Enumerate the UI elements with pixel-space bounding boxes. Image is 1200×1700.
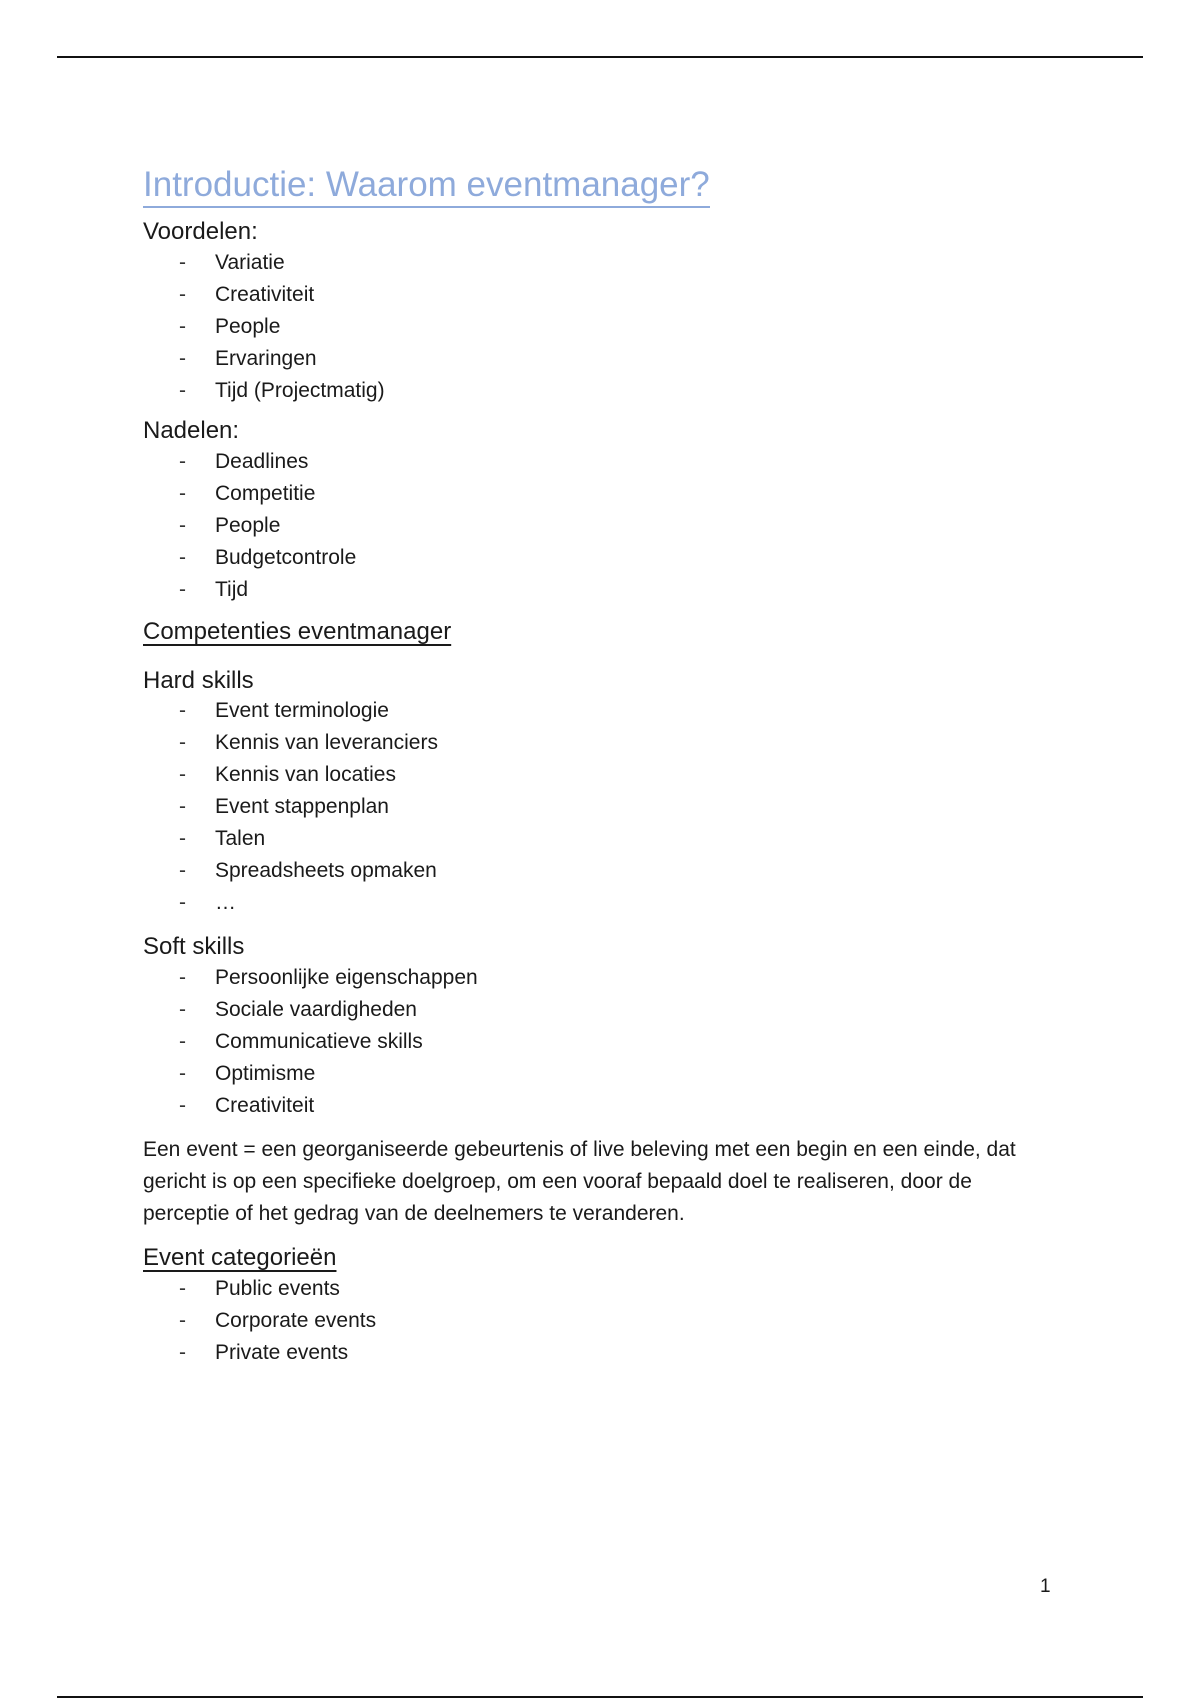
list-item [143, 855, 1063, 887]
hard-skills-list [143, 695, 1063, 919]
list-item [143, 478, 1063, 510]
dash-marker: - [179, 891, 186, 915]
list-item [143, 446, 1063, 478]
list-item-text: Persoonlijke eigenschappen [215, 966, 478, 990]
list-item-text: People [215, 513, 281, 537]
dash-marker: - [179, 283, 186, 307]
voordelen-list [143, 247, 1063, 407]
dash-marker: - [179, 699, 186, 723]
list-item [143, 375, 1063, 407]
dash-marker: - [179, 763, 186, 787]
list-item-text: Event stappenplan [215, 795, 389, 819]
list-item-text: Private events [215, 1341, 349, 1365]
nadelen-list [143, 446, 1063, 606]
page-title: Introductie: Waarom eventmanager? [143, 165, 710, 208]
list-item-text: Tijd (Projectmatig) [215, 379, 385, 403]
list-item-text: Kennis van leveranciers [215, 731, 438, 755]
list-item-text: Variatie [215, 251, 285, 275]
list-item [143, 695, 1063, 727]
competenties-heading: Competenties eventmanager [143, 617, 452, 645]
list-item-text: Kennis van locaties [215, 763, 396, 787]
list-item [143, 574, 1063, 606]
dash-marker: - [179, 449, 186, 473]
dash-marker: - [179, 545, 186, 569]
dash-marker: - [179, 513, 186, 537]
dash-marker: - [179, 379, 186, 403]
list-item-text: Talen [215, 827, 266, 851]
list-item [143, 1273, 1063, 1305]
event-definition: Een event = een georganiseerde gebeurtenis of live beleving met een begin en een einde, dat gericht is op een specifieke doelgroep, om een vooraf bepaald doel te realiseren, door de perceptie of het gedrag van de deelnemers te veranderen. [143, 1138, 1016, 1226]
dash-marker: - [179, 251, 186, 275]
footer-rule [57, 1696, 1143, 1698]
voordelen-heading: Voordelen: [143, 218, 258, 246]
list-item-text: Creativiteit [215, 283, 315, 307]
list-item-text: Event terminologie [215, 699, 389, 723]
list-item [143, 791, 1063, 823]
list-item [143, 1058, 1063, 1090]
dash-marker: - [179, 315, 186, 339]
categorieen-heading: Event categorieën [143, 1244, 337, 1272]
list-item [143, 343, 1063, 375]
dash-marker: - [179, 1094, 186, 1118]
list-item [143, 542, 1063, 574]
dash-marker: - [179, 1030, 186, 1054]
page-number: 1 [1040, 1576, 1051, 1597]
list-item-text: … [215, 891, 236, 915]
nadelen-heading: Nadelen: [143, 417, 240, 445]
list-item-text: Spreadsheets opmaken [215, 859, 437, 883]
dash-marker: - [179, 998, 186, 1022]
dash-marker: - [179, 1341, 186, 1365]
header-rule [57, 56, 1143, 58]
list-item-text: Budgetcontrole [215, 545, 357, 569]
list-item-text: Corporate events [215, 1309, 377, 1333]
list-item [143, 962, 1063, 994]
list-item [143, 887, 1063, 919]
dash-marker: - [179, 347, 186, 371]
dash-marker: - [179, 1277, 186, 1301]
list-item [143, 727, 1063, 759]
document-page [143, 165, 1063, 1369]
dash-marker: - [179, 731, 186, 755]
list-item-text: Deadlines [215, 449, 309, 473]
list-item-text: Tijd [215, 577, 249, 601]
list-item-text: Optimisme [215, 1062, 316, 1086]
list-item [143, 1305, 1063, 1337]
list-item [143, 1090, 1063, 1122]
list-item [143, 1337, 1063, 1369]
list-item-text: People [215, 315, 281, 339]
list-item [143, 1026, 1063, 1058]
list-item-text: Creativiteit [215, 1094, 315, 1118]
list-item-text: Public events [215, 1277, 340, 1301]
dash-marker: - [179, 827, 186, 851]
list-item-text: Communicatieve skills [215, 1030, 423, 1054]
dash-marker: - [179, 481, 186, 505]
list-item [143, 510, 1063, 542]
categorieen-list [143, 1273, 1063, 1369]
dash-marker: - [179, 1062, 186, 1086]
list-item [143, 823, 1063, 855]
soft-skills-list [143, 962, 1063, 1122]
dash-marker: - [179, 577, 186, 601]
list-item [143, 311, 1063, 343]
list-item [143, 279, 1063, 311]
dash-marker: - [179, 966, 186, 990]
list-item [143, 247, 1063, 279]
list-item [143, 759, 1063, 791]
dash-marker: - [179, 859, 186, 883]
soft-skills-heading: Soft skills [143, 933, 245, 961]
list-item-text: Ervaringen [215, 347, 317, 371]
dash-marker: - [179, 1309, 186, 1333]
list-item [143, 994, 1063, 1026]
list-item-text: Sociale vaardigheden [215, 998, 417, 1022]
dash-marker: - [179, 795, 186, 819]
list-item-text: Competitie [215, 481, 316, 505]
hard-skills-heading: Hard skills [143, 666, 254, 694]
